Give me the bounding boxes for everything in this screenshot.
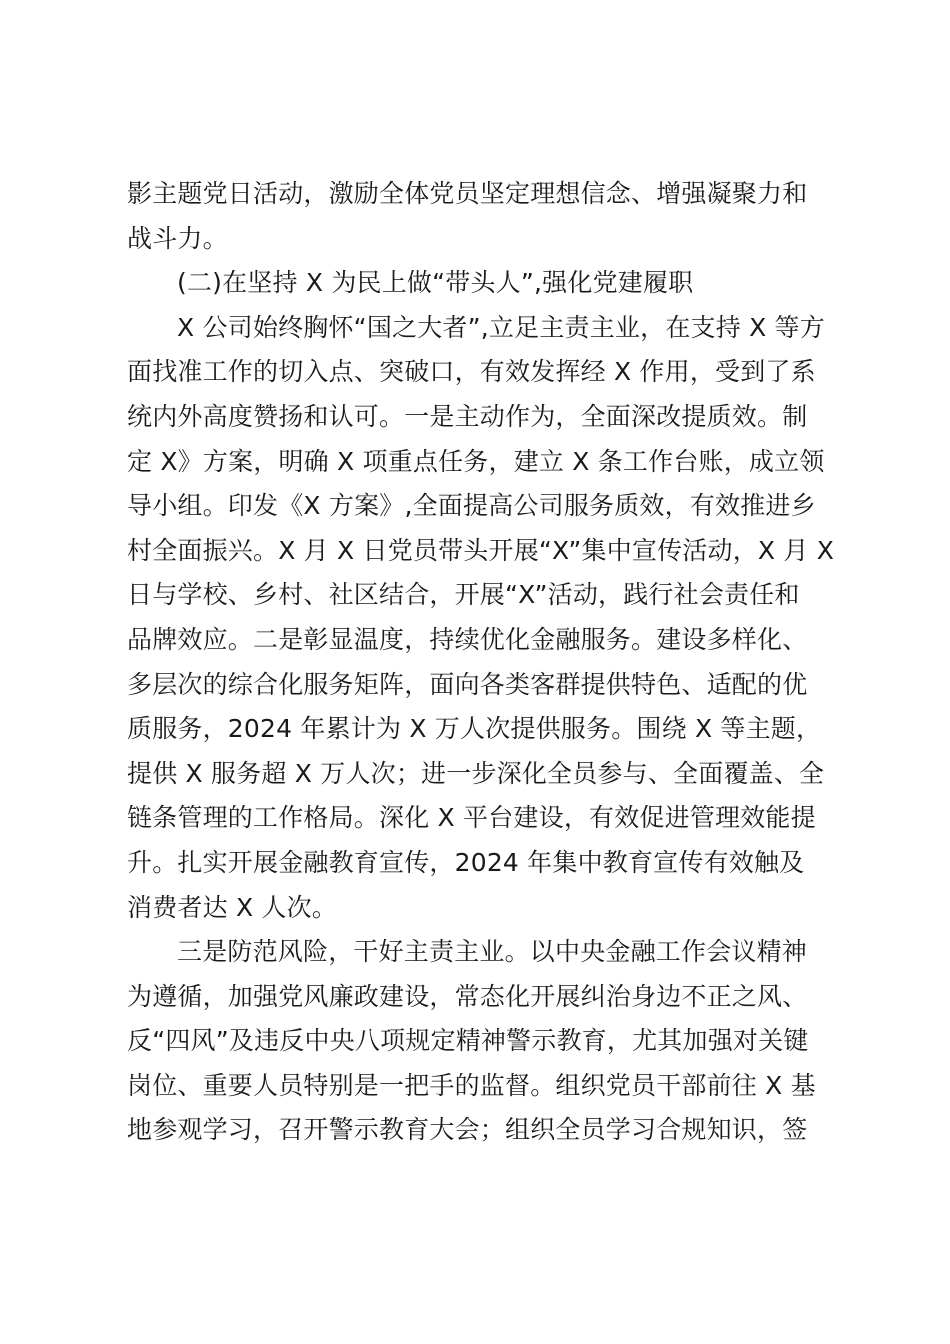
text-line: 消费者达 X 人次。 <box>127 892 338 922</box>
text-line: 面找准工作的切入点、突破口，有效发挥经 X 作用，受到了系 <box>127 357 816 387</box>
text-line: 地参观学习，召开警示教育大会；组织全员学习合规知识，签 <box>127 1115 808 1145</box>
document-body <box>127 172 835 1153</box>
text-line: 品牌效应。二是彰显温度，持续优化金融服务。建设多样化、 <box>127 624 808 654</box>
text-line: 战斗力。 <box>127 223 228 253</box>
text-line: X 公司始终胸怀“国之大者”,立足主责主业，在支持 X 等方 <box>177 312 825 342</box>
text-line: 提供 X 服务超 X 万人次；进一步深化全员参与、全面覆盖、全 <box>127 758 825 788</box>
text-line: 统内外高度赞扬和认可。一是主动作为，全面深改提质效。制 <box>127 401 808 431</box>
text-line: 链条管理的工作格局。深化 X 平台建设，有效促进管理效能提 <box>127 803 816 833</box>
text-line: 升。扎实开展金融教育宣传，2024 年集中教育宣传有效触及 <box>127 847 805 877</box>
text-line: 三是防范风险，干好主责主业。以中央金融工作会议精神 <box>177 937 808 967</box>
text-line: 导小组。印发《X 方案》,全面提高公司服务质效，有效推进乡 <box>127 491 816 521</box>
text-line: 岗位、重要人员特别是一把手的监督。组织党员干部前往 X 基 <box>127 1070 816 1100</box>
text-line: 反“四风”及违反中央八项规定精神警示教育，尤其加强对关键 <box>127 1026 809 1056</box>
text-line: 多层次的综合化服务矩阵，面向各类客群提供特色、适配的优 <box>127 669 808 699</box>
text-line: 定 X》方案，明确 X 项重点任务，建立 X 条工作台账，成立领 <box>127 446 825 476</box>
text-line: 村全面振兴。X 月 X 日党员带头开展“X”集中宣传活动，X 月 X <box>127 535 835 565</box>
section-heading: (二)在坚持 X 为民上做“带头人”,强化党建履职 <box>177 268 694 298</box>
text-line: 为遵循，加强党风廉政建设，常态化开展纠治身边不正之风、 <box>127 981 808 1011</box>
text-line: 质服务，2024 年累计为 X 万人次提供服务。围绕 X 等主题， <box>127 714 822 744</box>
text-line: 日与学校、乡村、社区结合，开展“X”活动，践行社会责任和 <box>127 580 800 610</box>
text-line: 影主题党日活动，激励全体党员坚定理想信念、增强凝聚力和 <box>127 179 808 208</box>
